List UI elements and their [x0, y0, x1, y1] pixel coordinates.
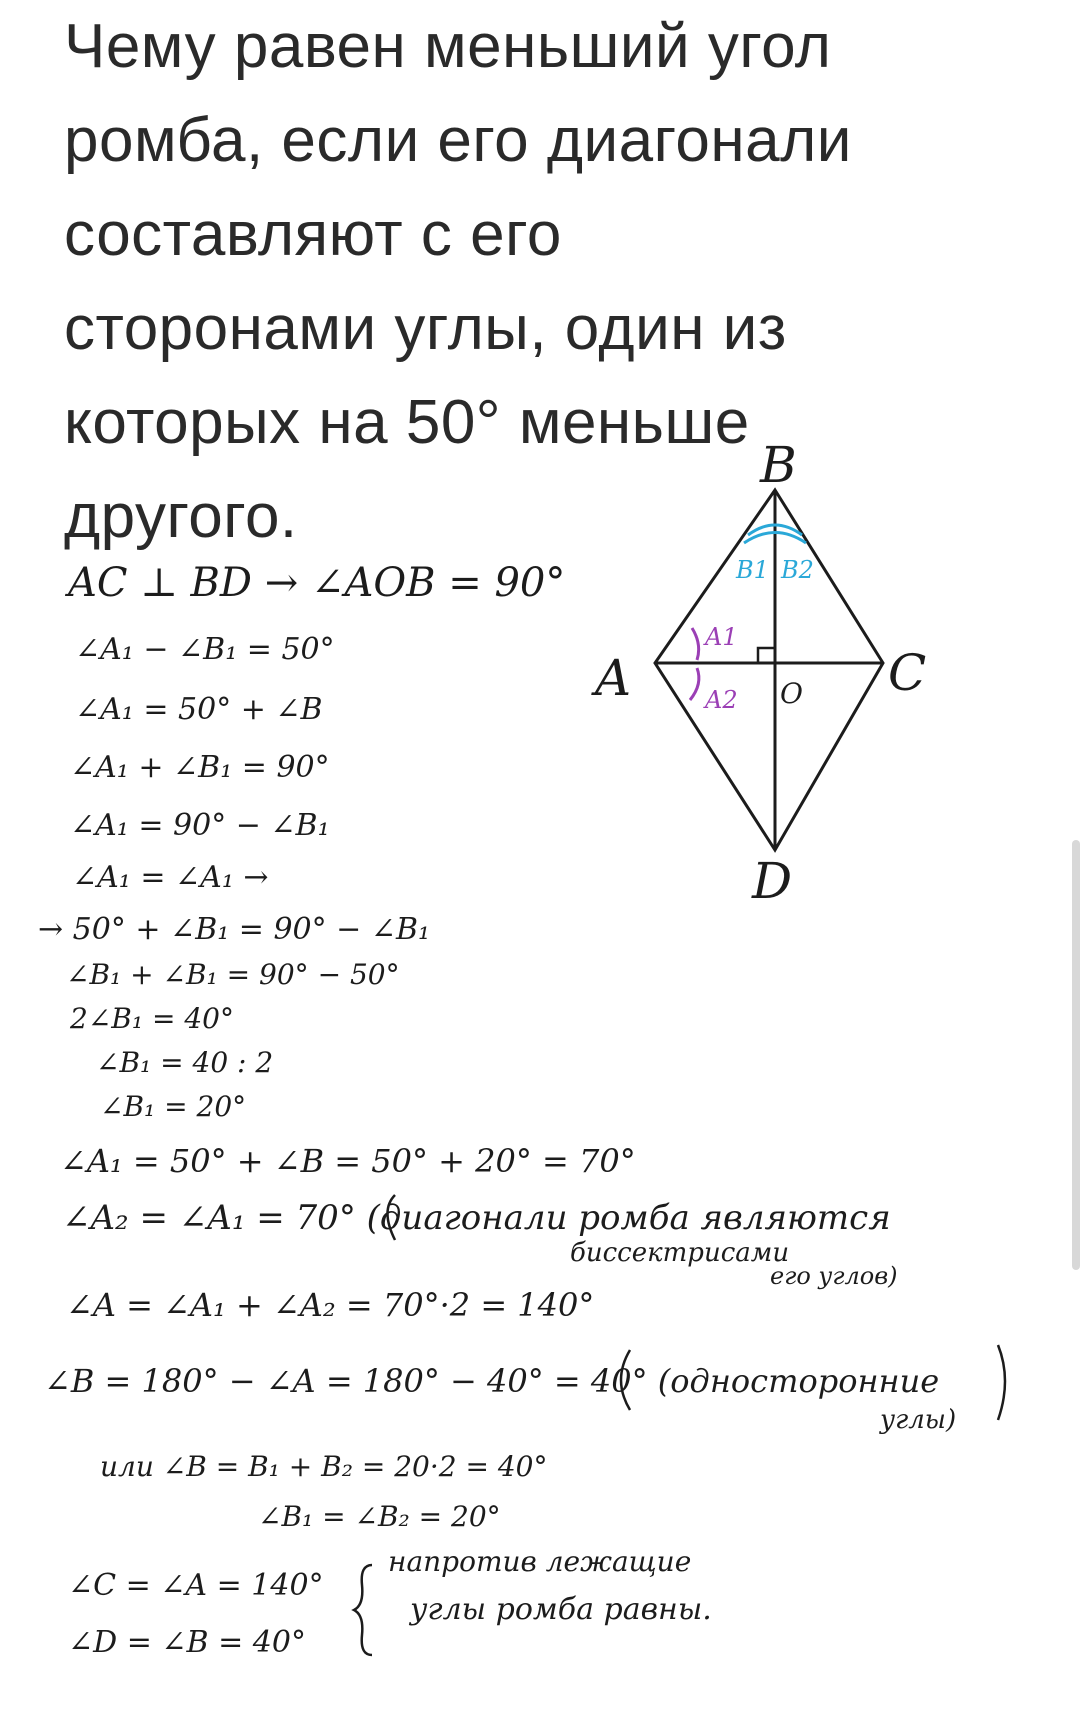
question-line: ромба, если его диагонали	[64, 106, 852, 175]
paren-close-2	[998, 1345, 1005, 1420]
vertex-c-label: C	[888, 644, 927, 702]
solution-line-15b: углы)	[880, 1405, 957, 1435]
brace-note: напротив лежащие	[388, 1545, 692, 1578]
vertex-b-label: B	[760, 436, 797, 494]
angle-a2-label: A2	[705, 686, 738, 714]
solution-line-4: ∠A₁ + ∠B₁ = 90°	[70, 750, 330, 785]
scrollbar[interactable]	[1072, 840, 1080, 1270]
solution-line-8: ∠B₁ + ∠B₁ = 90° − 50°	[66, 958, 400, 991]
solution-line-16: или ∠B = B₁ + B₂ = 20·2 = 40°	[100, 1450, 548, 1483]
question-line: составляют с его	[64, 200, 562, 269]
solution-line-1: AC ⊥ BD → ∠AOB = 90°	[68, 560, 566, 606]
question-text	[64, 0, 964, 564]
solution-line-17: ∠B₁ = ∠B₂ = 20°	[258, 1500, 501, 1533]
solution-line-13: ∠A₂ = ∠A₁ = 70° (диагонали ромба являются	[62, 1198, 891, 1238]
brace	[354, 1565, 372, 1655]
angle-a1-arc	[692, 628, 699, 660]
brace-note-b: углы ромба равны.	[410, 1592, 712, 1627]
angle-b1-label: B1	[736, 556, 769, 584]
solution-line-6: ∠A₁ = ∠A₁ →	[72, 860, 269, 895]
solution-line-14: ∠A = ∠A₁ + ∠A₂ = 70°·2 = 140°	[66, 1286, 595, 1324]
solution-line-7: → 50° + ∠B₁ = 90° − ∠B₁	[38, 912, 431, 947]
solution-line-12: ∠A₁ = 50° + ∠B = 50° + 20° = 70°	[60, 1142, 636, 1180]
angle-a2-arc	[690, 668, 699, 700]
vertex-d-label: D	[752, 852, 793, 910]
solution-line-9: 2∠B₁ = 40°	[70, 1002, 234, 1035]
solution-line-13b: биссектрисами	[570, 1238, 790, 1268]
solution-line-15: ∠B = 180° − ∠A = 180° − 40° = 40° (односторонние	[44, 1362, 940, 1400]
question-line: сторонами углы, один из	[64, 294, 787, 363]
vertex-a-label: A	[595, 649, 632, 707]
solution-line-18: ∠C = ∠A = 140°	[68, 1568, 324, 1603]
center-o-label: O	[780, 677, 803, 710]
question-line: которых на 50° меньше	[64, 388, 750, 457]
angle-b2-label: B2	[781, 556, 814, 584]
right-angle-mark	[758, 648, 775, 663]
solution-line-19: ∠D = ∠B = 40°	[68, 1625, 306, 1660]
angle-a1-label: A1	[705, 623, 738, 651]
question-line: Чему равен меньший угол	[64, 12, 832, 81]
solution-line-13c: его углов)	[770, 1262, 898, 1290]
solution-line-2: ∠A₁ − ∠B₁ = 50°	[75, 632, 335, 667]
solution-line-3: ∠A₁ = 50° + ∠B	[75, 692, 323, 727]
solution-line-11: ∠B₁ = 20°	[100, 1090, 247, 1123]
question-line: другого.	[64, 482, 298, 551]
solution-line-10: ∠B₁ = 40 : 2	[96, 1046, 274, 1079]
solution-line-5: ∠A₁ = 90° − ∠B₁	[70, 808, 330, 843]
